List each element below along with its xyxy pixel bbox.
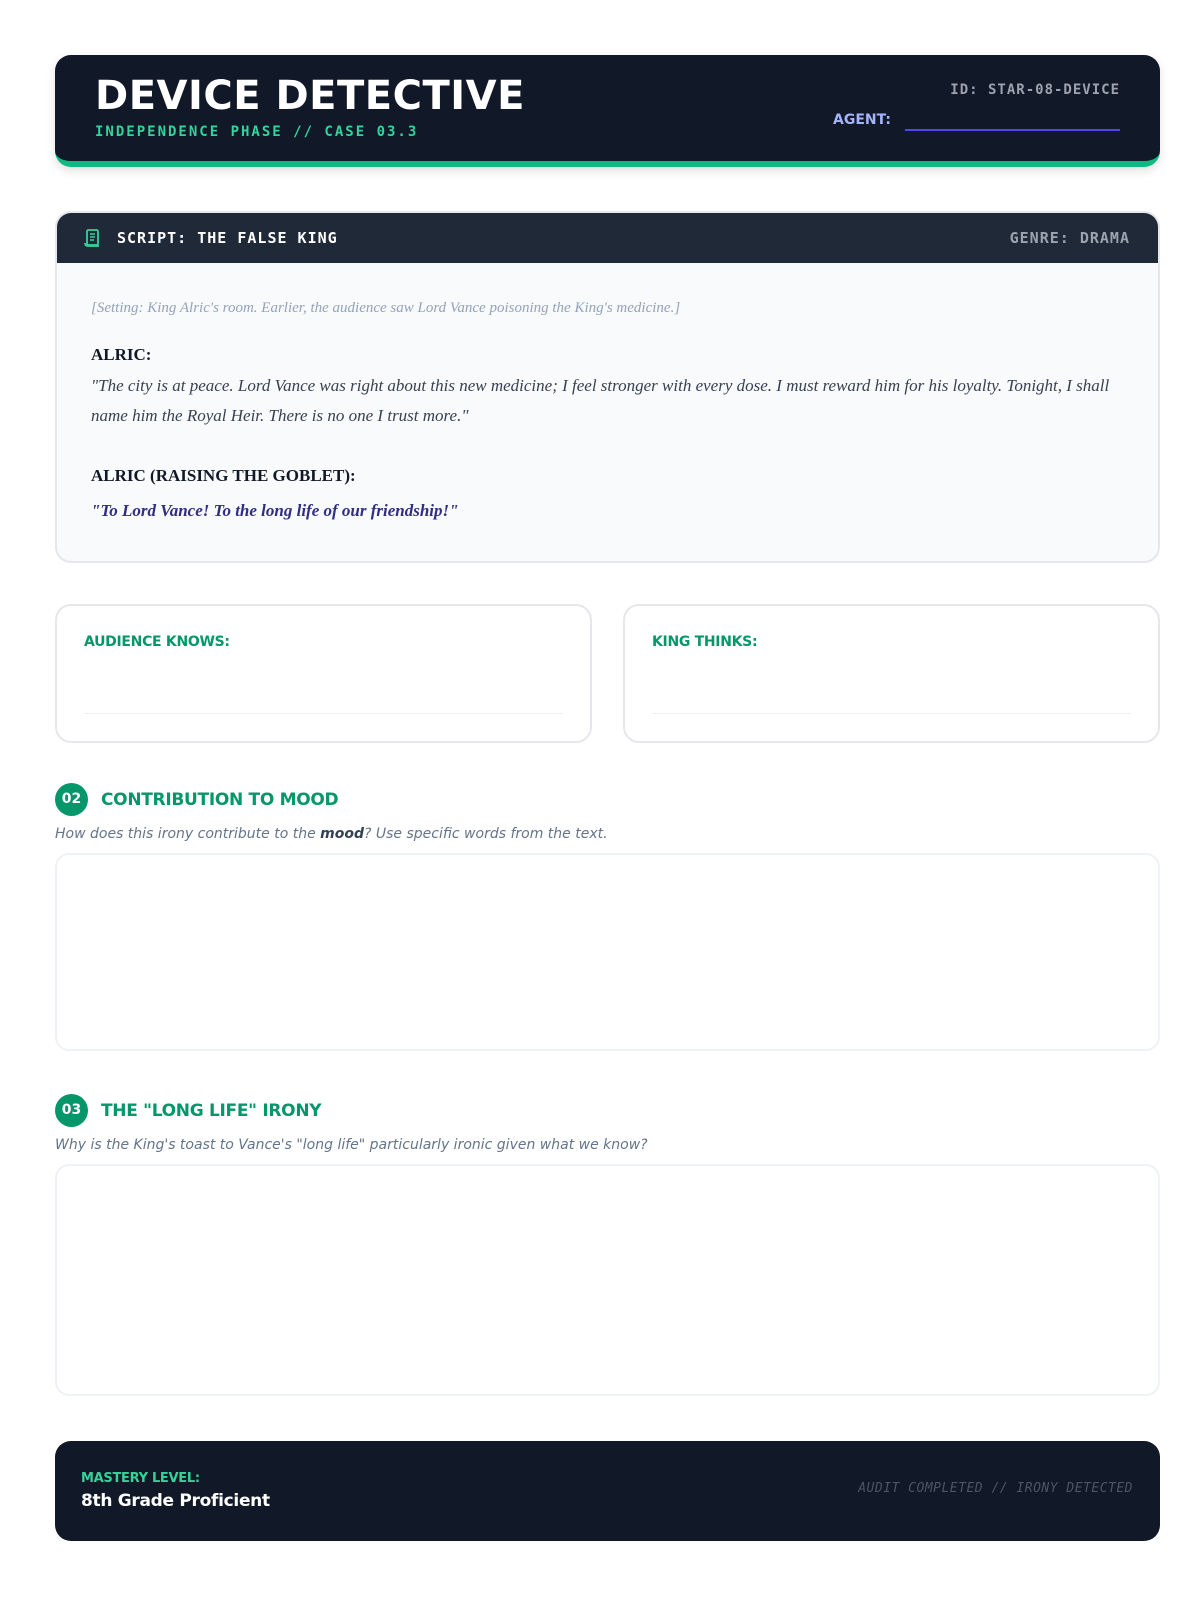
king-thinks-label: KING THINKS: — [652, 634, 758, 650]
agent-name-input[interactable] — [905, 109, 1120, 131]
question-title: THE "LONG LIFE" IRONY — [101, 1101, 322, 1121]
king-thinks-box[interactable] — [623, 604, 1160, 743]
agent-label: AGENT: — [833, 112, 891, 128]
mood-answer-field[interactable] — [55, 853, 1160, 1051]
case-id: ID: STAR-08-DEVICE — [950, 82, 1120, 98]
answer-line — [84, 713, 563, 714]
question-prompt: Why is the King's toast to Vance's "long life" particularly ironic given what we know? — [55, 1137, 648, 1153]
script-header-bar — [57, 213, 1158, 263]
answer-line — [652, 713, 1131, 714]
scroll-icon — [83, 228, 103, 248]
script-title: SCRIPT: THE FALSE KING — [117, 229, 338, 247]
script-card — [55, 211, 1160, 563]
mastery-label: MASTERY LEVEL: — [81, 1471, 200, 1486]
speaker-name: ALRIC: — [91, 345, 152, 364]
audience-knows-label: AUDIENCE KNOWS: — [84, 634, 230, 650]
mastery-value: 8th Grade Proficient — [81, 1491, 270, 1511]
stage-direction: [Setting: King Alric's room. Earlier, the audience saw Lord Vance poisoning the King's medicine.] — [91, 300, 681, 316]
question-number-badge: 02 — [55, 783, 88, 816]
script-genre: GENRE: DRAMA — [1009, 229, 1130, 247]
audience-knows-box[interactable] — [55, 604, 592, 743]
dialogue-line: "The city is at peace. Lord Vance was right about this new medicine; I feel stronger with every dose. I must reward him for his loyalty. Tonight, I shall name him the Royal Heir. There is no one I trust more." — [91, 376, 1110, 425]
long-life-answer-field[interactable] — [55, 1164, 1160, 1396]
question-title: CONTRIBUTION TO MOOD — [101, 790, 339, 810]
header-banner — [55, 55, 1160, 167]
question-prompt: How does this irony contribute to the mood? Use specific words from the text. — [55, 826, 608, 842]
speaker-name: ALRIC (RAISING THE GOBLET): — [91, 466, 356, 485]
question-number-badge: 03 — [55, 1094, 88, 1127]
audit-status: AUDIT COMPLETED // IRONY DETECTED — [858, 1481, 1133, 1496]
footer-banner — [55, 1441, 1160, 1541]
case-subtitle: INDEPENDENCE PHASE // CASE 03.3 — [95, 124, 419, 140]
dialogue-toast-line: "To Lord Vance! To the long life of our friendship!" — [91, 501, 459, 520]
page-title: DEVICE DETECTIVE — [95, 73, 525, 119]
